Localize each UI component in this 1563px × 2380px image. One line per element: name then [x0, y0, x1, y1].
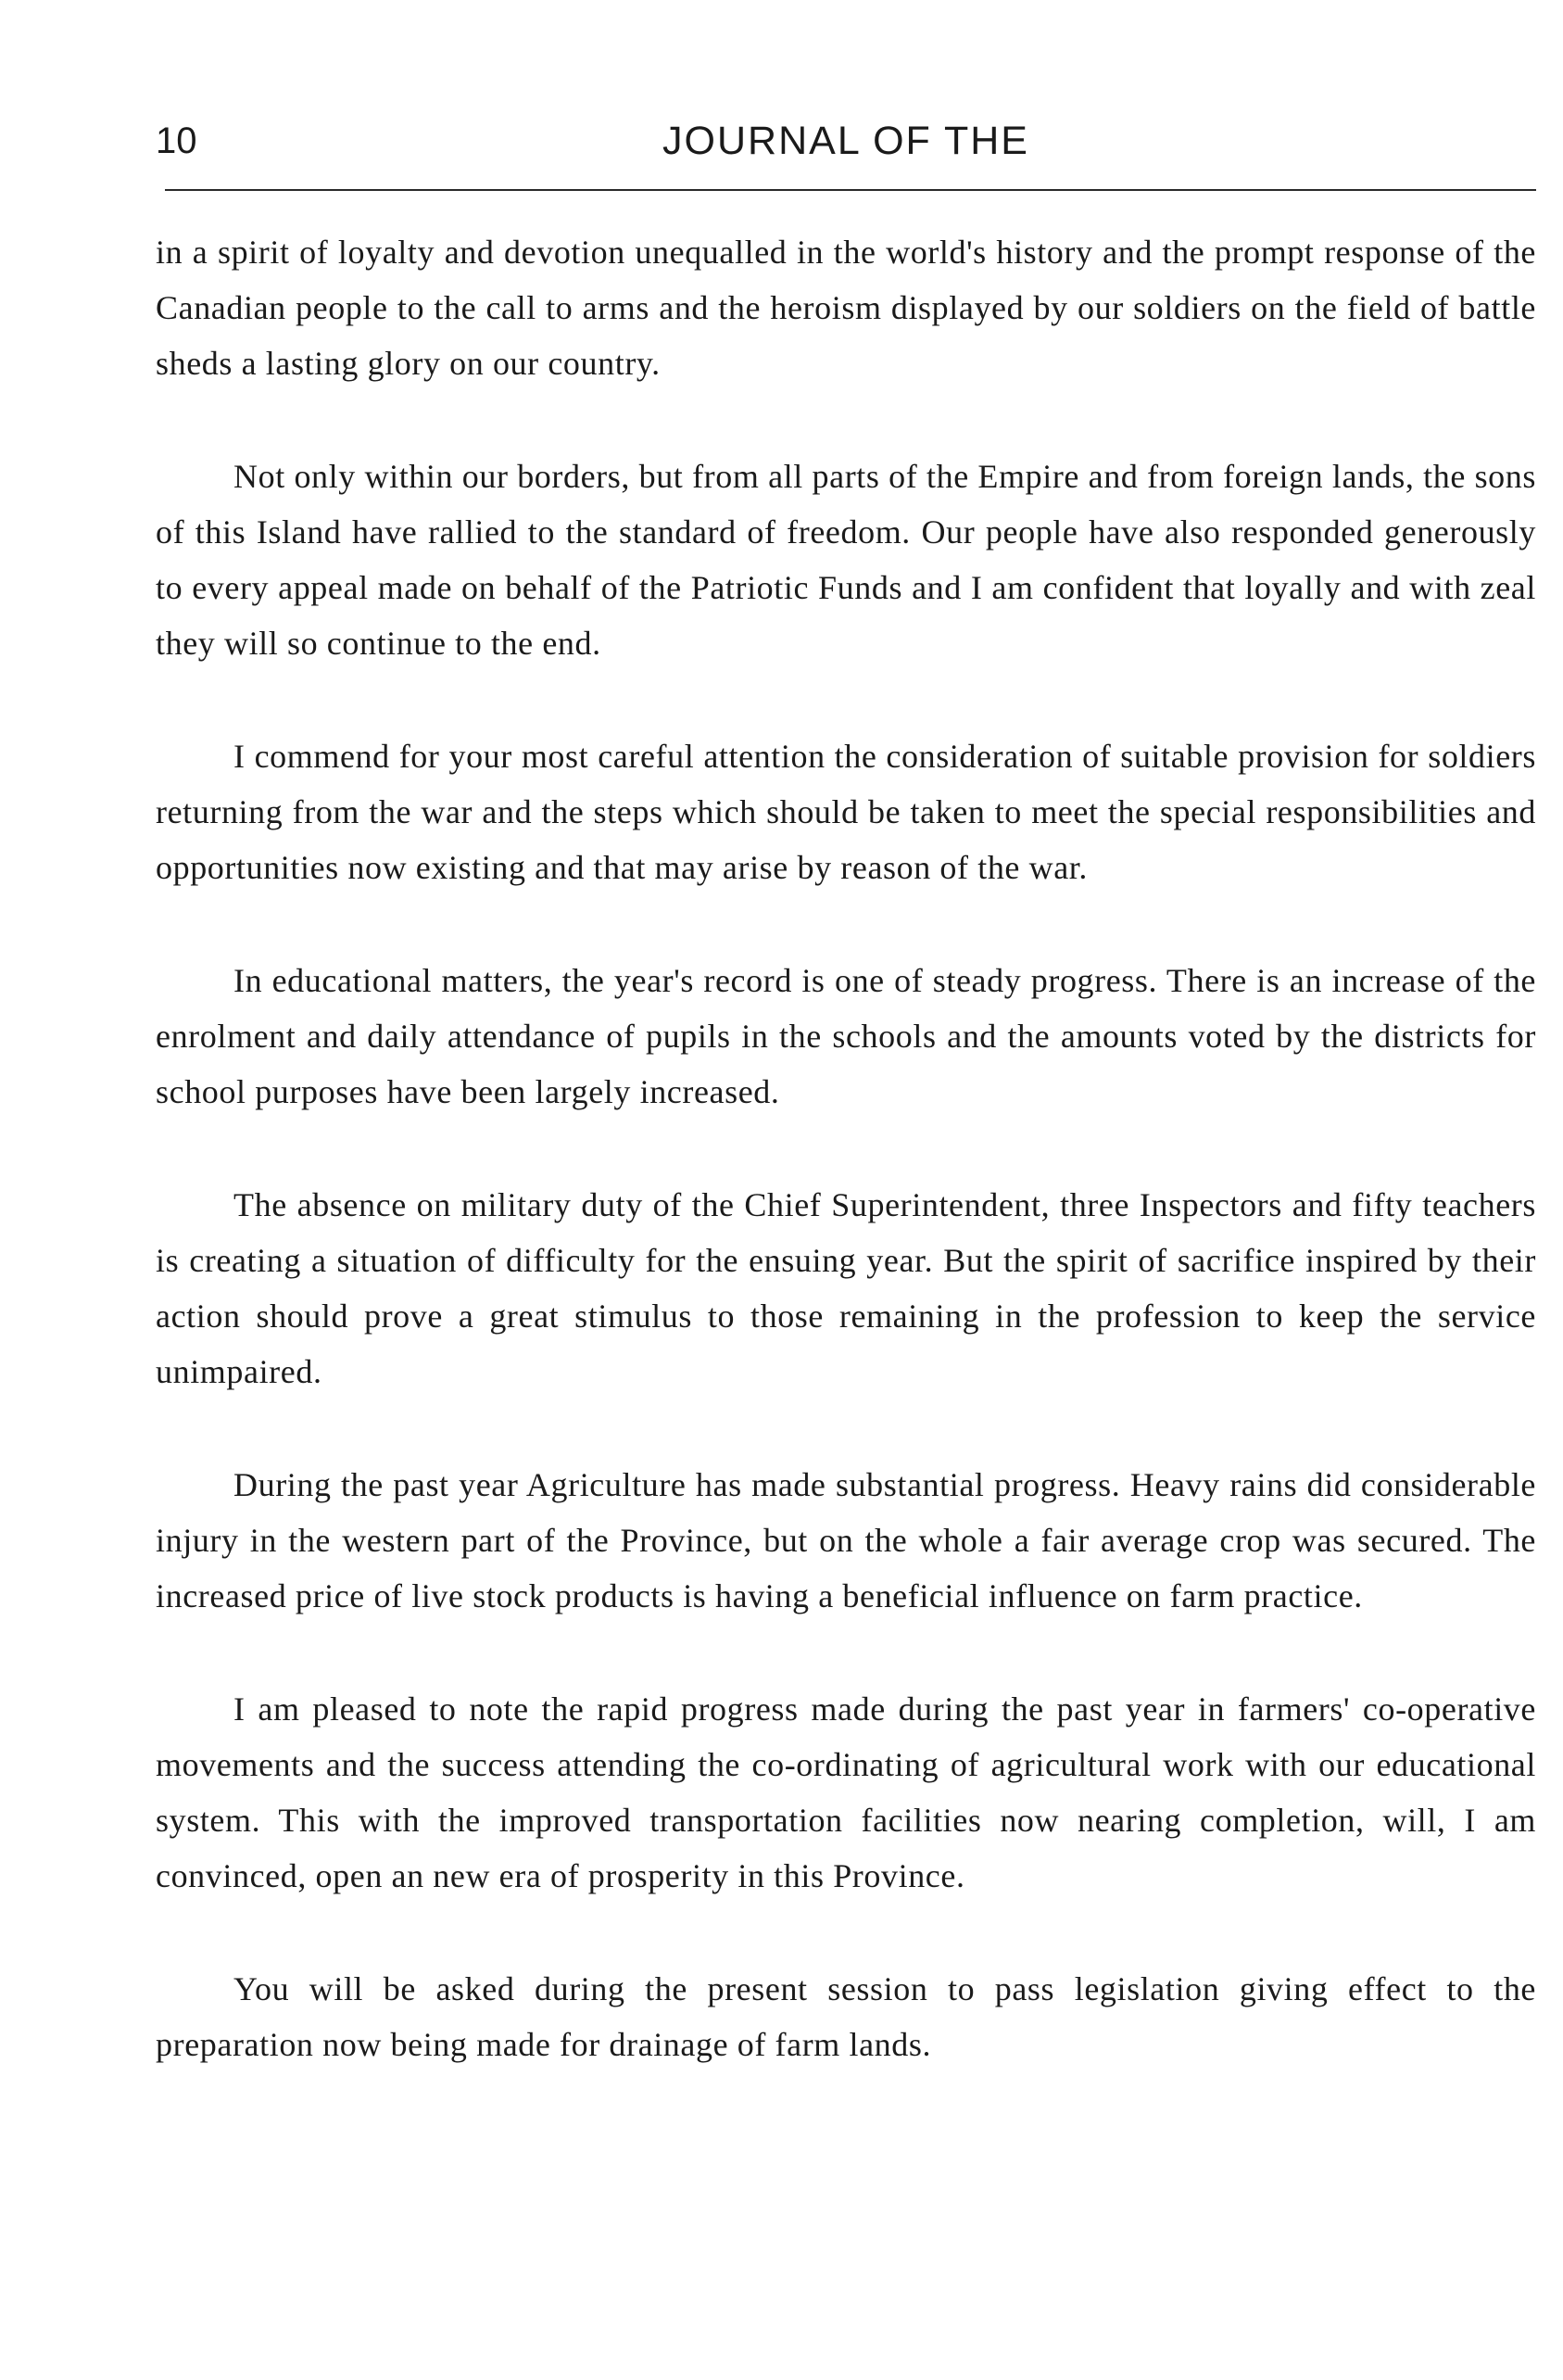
paragraph: I commend for your most careful attention the consideration of suitable provision for soldiers returning from the war and the steps which should be taken to meet the special responsibilities and opportunities now existing and that may arise by reason of the war.	[156, 738, 1536, 886]
paragraph: The absence on military duty of the Chief Superintendent, three Inspectors and fifty teachers is creating a situation of difficulty for the ensuing year. But the spirit of sacrifice inspired by their action should prove a great stimulus to those remaining in the profession to keep the service unimpaired.	[156, 1186, 1536, 1390]
paragraph: You will be asked during the present session to pass legislation giving effect to the preparation now being made for drainage of farm lands.	[156, 1970, 1536, 2063]
header-rule	[165, 189, 1536, 191]
body-text	[156, 224, 1536, 2130]
page-number: 10	[156, 120, 197, 161]
paragraph: I am pleased to note the rapid progress made during the past year in farmers' co-operative movements and the success attending the co-ordinating of agricultural work with our educational system. This with the improved transportation facilities now nearing completion, will, I am convinced, open an new era of prosperity in this Province.	[156, 1690, 1536, 1894]
running-head: JOURNAL OF THE	[662, 119, 1029, 163]
paragraph: in a spirit of loyalty and devotion unequalled in the world's history and the prompt response of the Canadian people to the call to arms and the heroism displayed by our soldiers on the field of battle sheds a lasting glory on our country.	[156, 234, 1536, 382]
paragraph: Not only within our borders, but from all parts of the Empire and from foreign lands, the sons of this Island have rallied to the standard of freedom. Our people have also responded generously to every appeal made on behalf of the Patriotic Funds and I am confident that loyally and with zeal they will so continue to the end.	[156, 458, 1536, 662]
page-header	[156, 109, 1536, 174]
paragraph: During the past year Agriculture has made substantial progress. Heavy rains did considerable injury in the western part of the Province, but on the whole a fair average crop was secured. The increased price of live stock products is having a beneficial influence on farm practice.	[156, 1466, 1536, 1614]
paragraph: In educational matters, the year's record is one of steady progress. There is an increase of the enrolment and daily attendance of pupils in the schools and the amounts voted by the districts for school purposes have been largely increased.	[156, 962, 1536, 1110]
